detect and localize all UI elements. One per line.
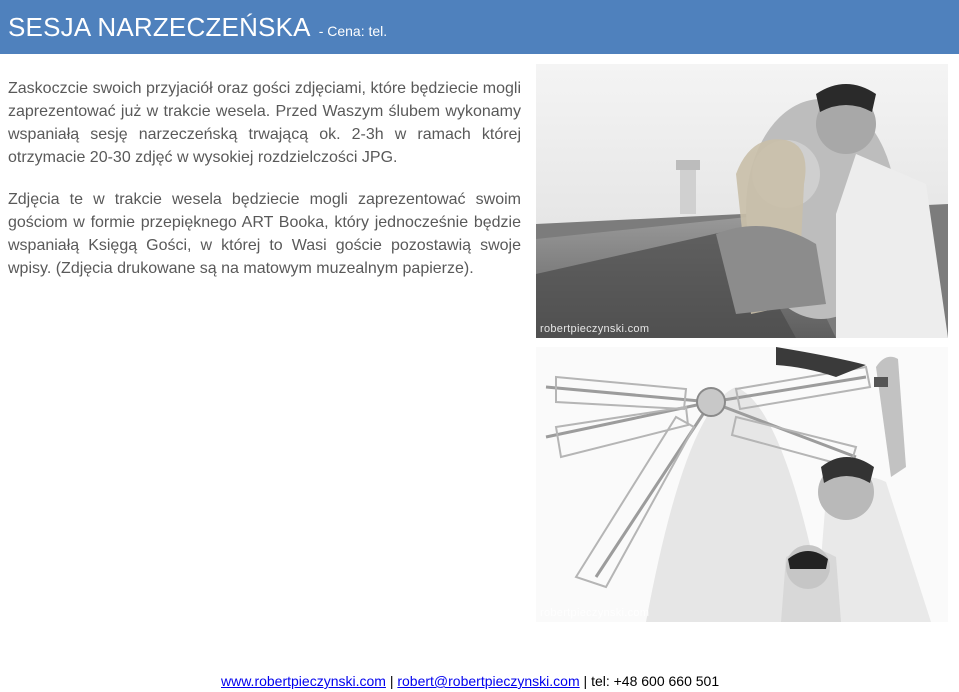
watermark-2: robertpieczynski.com [540,607,650,619]
couple-photo-windmill [536,347,948,622]
footer-separator-2: | [583,673,588,689]
price-note: - Cena: tel. [318,23,388,39]
contact-footer [221,673,719,689]
couple-beach-image [536,64,948,338]
phone-number: tel: +48 600 660 501 [591,673,720,689]
website-link[interactable]: www.robertpieczynski.com [221,673,386,689]
description-text [8,77,521,280]
page-title: SESJA NARZECZEŃSKA [8,12,311,42]
watermark-1: robertpieczynski.com [540,323,650,335]
email-link[interactable]: robert@robertpieczynski.com [397,673,580,689]
couple-photo-beach [536,64,948,338]
paragraph-intro: Zaskoczcie swoich przyjaciół oraz gości zdjęciami, które będziecie mogli zaprezentować już w trakcie wesela. Przed Waszym ślubem wykonamy wspaniałą sesję narzeczeńską trwającą ok. 2-3h w ramach której otrzymacie 20-30 zdjęć w wysokiej rozdzielczości JPG. [8,80,521,166]
footer-separator-1: | [389,673,394,689]
couple-windmill-image [536,347,948,622]
paragraph-artbook: Zdjęcia te w trakcie wesela będziecie mogli zaprezentować swoim gościom w formie przepięknego ART Booka, który jednocześnie będzie wspaniałą Księgą Gości, w której to Wasi goście pozostawią swoje wpisy. (Zdjęcia drukowane są na matowym muzealnym papierze). [8,191,521,277]
page-header [0,0,959,54]
